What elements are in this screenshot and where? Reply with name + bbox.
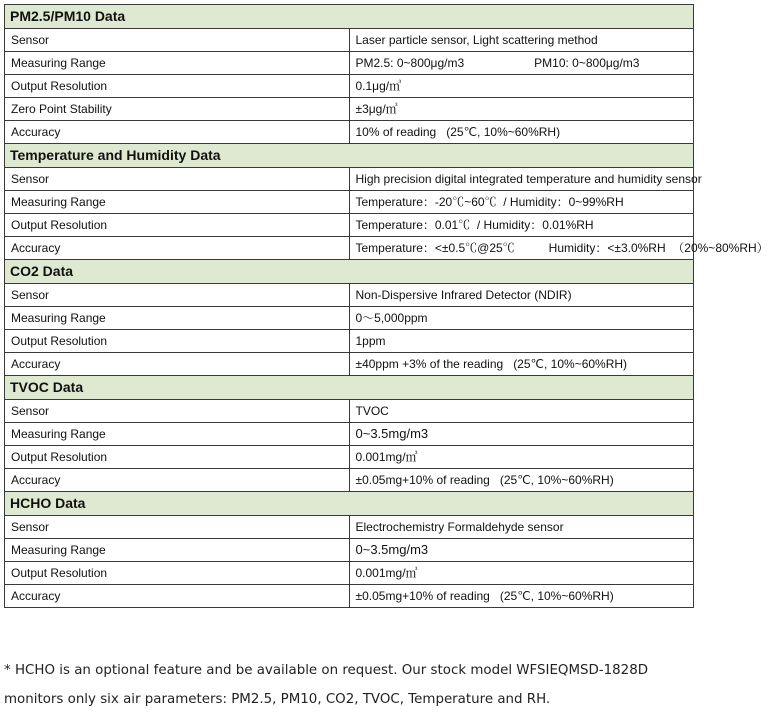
- row-label: Output Resolution: [5, 562, 350, 585]
- row-value-pm25: PM2.5: 0~800μg/m3: [355, 56, 465, 70]
- row-label: Measuring Range: [5, 539, 350, 562]
- row-value: 10% of reading (25℃, 10%~60%RH): [349, 121, 694, 144]
- row-value: 0.001mg/㎥: [349, 562, 694, 585]
- row-value: [349, 52, 694, 75]
- row-label: Accuracy: [5, 585, 350, 608]
- table-row: [5, 191, 694, 214]
- section-header-pm: [5, 5, 694, 29]
- section-header-co2: [5, 260, 694, 284]
- table-row: [5, 29, 694, 52]
- row-value: 0～5,000ppm: [349, 307, 694, 330]
- row-label: Accuracy: [5, 121, 350, 144]
- row-value: ±3μg/㎥: [349, 98, 694, 121]
- table-row: [5, 353, 694, 376]
- row-label: Measuring Range: [5, 52, 350, 75]
- row-value: 0.1μg/㎥: [349, 75, 694, 98]
- row-label: Sensor: [5, 168, 350, 191]
- row-label: Sensor: [5, 400, 350, 423]
- row-value: 0~3.5mg/m3: [349, 539, 694, 562]
- row-label: Sensor: [5, 29, 350, 52]
- row-value-pm10: PM10: 0~800μg/m3: [534, 56, 640, 70]
- row-value-temperature: Temperature：<±0.5℃@25℃: [355, 241, 515, 255]
- table-row: [5, 284, 694, 307]
- row-label: Output Resolution: [5, 446, 350, 469]
- table-row: [5, 446, 694, 469]
- section-title: TVOC Data: [5, 376, 694, 400]
- table-row: [5, 52, 694, 75]
- section-header-tvoc: [5, 376, 694, 400]
- row-label: Output Resolution: [5, 214, 350, 237]
- row-label: Accuracy: [5, 237, 350, 260]
- table-row: [5, 75, 694, 98]
- table-row: [5, 469, 694, 492]
- row-label: Measuring Range: [5, 423, 350, 446]
- row-value: High precision digital integrated temperature and humidity sensor: [349, 168, 694, 191]
- row-value: Laser particle sensor, Light scattering method: [349, 29, 694, 52]
- row-value: Temperature：-20℃~60℃ / Humidity：0~99%RH: [349, 191, 694, 214]
- table-row: [5, 214, 694, 237]
- row-label: Accuracy: [5, 353, 350, 376]
- table-row: [5, 307, 694, 330]
- table-row: [5, 237, 694, 260]
- row-label: Measuring Range: [5, 191, 350, 214]
- row-value: [349, 237, 769, 260]
- section-title: Temperature and Humidity Data: [5, 144, 694, 168]
- row-value: ±40ppm +3% of the reading (25℃, 10%~60%RH): [349, 353, 694, 376]
- table-row: [5, 98, 694, 121]
- row-value: 0.001mg/㎥: [349, 446, 694, 469]
- footnote: * HCHO is an optional feature and be available on request. Our stock model WFSIEQMSD-1828D monitors only six air parameters: PM2.5, PM10, CO2, TVOC, Temperature and RH.: [4, 663, 649, 707]
- row-value: Non-Dispersive Infrared Detector (NDIR): [349, 284, 694, 307]
- row-label: Zero Point Stability: [5, 98, 350, 121]
- row-label: Output Resolution: [5, 75, 350, 98]
- row-label: Output Resolution: [5, 330, 350, 353]
- row-value: Temperature：0.01℃ / Humidity：0.01%RH: [349, 214, 694, 237]
- row-value: TVOC: [349, 400, 694, 423]
- section-title: CO2 Data: [5, 260, 694, 284]
- row-label: Sensor: [5, 284, 350, 307]
- table-row: [5, 423, 694, 446]
- row-value: 1ppm: [349, 330, 694, 353]
- row-value: Electrochemistry Formaldehyde sensor: [349, 516, 694, 539]
- row-value: ±0.05mg+10% of reading (25℃, 10%~60%RH): [349, 585, 694, 608]
- row-label: Measuring Range: [5, 307, 350, 330]
- row-value-humidity: Humidity：<±3.0%RH （20%~80%RH）: [548, 241, 769, 255]
- table-row: [5, 539, 694, 562]
- table-row: [5, 330, 694, 353]
- section-header-hcho: [5, 492, 694, 516]
- table-row: [5, 562, 694, 585]
- row-value: 0~3.5mg/m3: [349, 423, 694, 446]
- table-row: [5, 585, 694, 608]
- table-row: [5, 400, 694, 423]
- table-row: [5, 516, 694, 539]
- section-title: PM2.5/PM10 Data: [5, 5, 694, 29]
- spec-table: [4, 4, 769, 608]
- row-label: Sensor: [5, 516, 350, 539]
- row-label: Accuracy: [5, 469, 350, 492]
- table-row: [5, 121, 694, 144]
- table-row: [5, 168, 694, 191]
- section-title: HCHO Data: [5, 492, 694, 516]
- row-value: ±0.05mg+10% of reading (25℃, 10%~60%RH): [349, 469, 694, 492]
- section-header-temp-humidity: [5, 144, 694, 168]
